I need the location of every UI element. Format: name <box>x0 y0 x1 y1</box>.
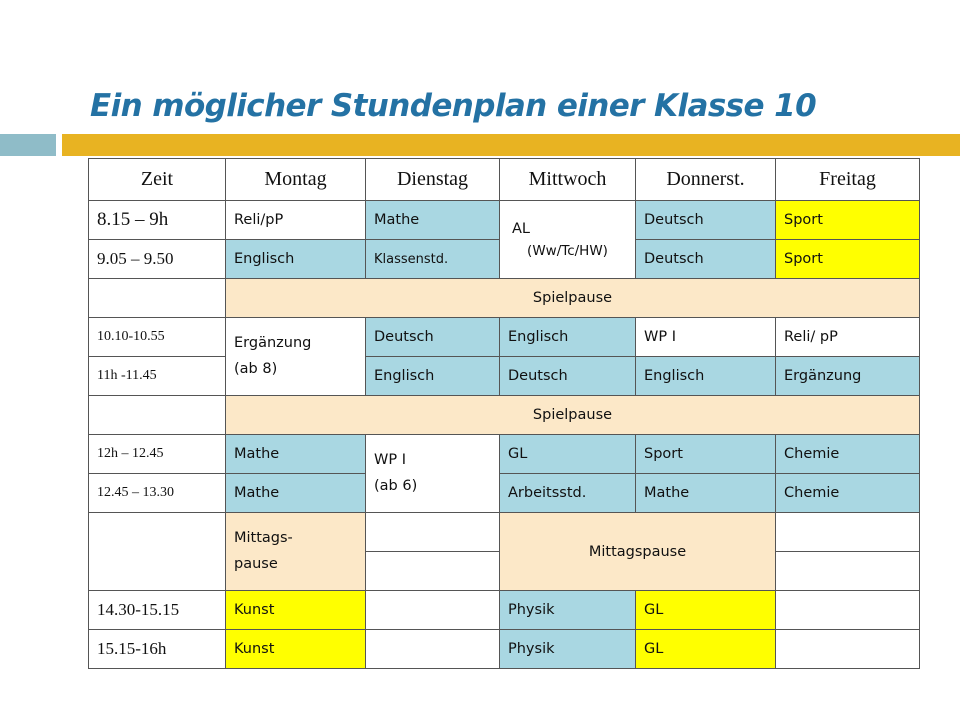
time-cell-empty <box>89 279 226 318</box>
cell-fr-1: Sport <box>776 201 920 240</box>
cell-di-wp-line1: WP I <box>374 452 406 469</box>
cell-do-1: Deutsch <box>636 201 776 240</box>
cell-mi-5: GL <box>500 435 636 474</box>
time-cell-empty <box>89 396 226 435</box>
table-row <box>89 630 920 669</box>
cell-mo-ergaenzung <box>226 318 366 396</box>
cell-mi-6: Arbeitsstd. <box>500 474 636 513</box>
header-donnerstag: Donnerst. <box>636 159 776 201</box>
cell-mi-al-line1: AL <box>512 220 530 237</box>
table-row <box>89 474 920 513</box>
time-cell: 12h – 12.45 <box>89 435 226 474</box>
cell-mi-al-line2: (Ww/Tc/HW) <box>527 242 608 259</box>
cell-mo-6: Mathe <box>226 474 366 513</box>
spielpause-2: Spielpause <box>226 396 920 435</box>
cell-di-3: Deutsch <box>366 318 500 357</box>
cell-fr-6: Chemie <box>776 474 920 513</box>
time-cell: 8.15 – 9h <box>89 201 226 240</box>
cell-do-5: Sport <box>636 435 776 474</box>
time-cell: 15.15-16h <box>89 630 226 669</box>
cell-fr-empty <box>776 630 920 669</box>
cell-do-6: Mathe <box>636 474 776 513</box>
table-row <box>89 318 920 357</box>
cell-mo-8: Kunst <box>226 630 366 669</box>
header-dienstag: Dienstag <box>366 159 500 201</box>
cell-do-2: Deutsch <box>636 240 776 279</box>
spielpause-1: Spielpause <box>226 279 920 318</box>
cell-di-empty <box>366 630 500 669</box>
cell-mo-1: Reli/pP <box>226 201 366 240</box>
cell-mi-8: Physik <box>500 630 636 669</box>
decorative-bar-gold <box>62 134 960 156</box>
cell-di-2: Klassenstd. <box>366 240 500 279</box>
time-cell: 9.05 – 9.50 <box>89 240 226 279</box>
cell-mi-3: Englisch <box>500 318 636 357</box>
cell-mo-mittags-line2: pause <box>234 555 278 572</box>
cell-mi-al <box>500 201 636 279</box>
cell-fr-5: Chemie <box>776 435 920 474</box>
time-cell: 10.10-10.55 <box>89 318 226 357</box>
cell-mo-mittags-line1: Mittags- <box>234 530 293 547</box>
slide-title: Ein möglicher Stundenplan einer Klasse 10 <box>90 88 817 124</box>
cell-di-empty <box>366 513 500 552</box>
cell-di-wp <box>366 435 500 513</box>
cell-mi-4: Deutsch <box>500 357 636 396</box>
header-row <box>89 159 920 201</box>
time-cell: 11h -11.45 <box>89 357 226 396</box>
header-mittwoch: Mittwoch <box>500 159 636 201</box>
table-row <box>89 591 920 630</box>
cell-mo-7: Kunst <box>226 591 366 630</box>
table-row <box>89 279 920 318</box>
header-zeit: Zeit <box>89 159 226 201</box>
cell-mo-mittagspause <box>226 513 366 591</box>
cell-di-wp-line2: (ab 6) <box>374 477 418 494</box>
schedule-table <box>88 158 920 669</box>
table-row <box>89 357 920 396</box>
table-row <box>89 513 920 552</box>
cell-fr-4: Ergänzung <box>776 357 920 396</box>
cell-fr-2: Sport <box>776 240 920 279</box>
cell-di-1: Mathe <box>366 201 500 240</box>
cell-mo-ergaenzung-line2: (ab 8) <box>234 360 278 377</box>
cell-di-4: Englisch <box>366 357 500 396</box>
time-cell-empty <box>89 513 226 591</box>
time-cell: 12.45 – 13.30 <box>89 474 226 513</box>
cell-do-8: GL <box>636 630 776 669</box>
cell-do-7: GL <box>636 591 776 630</box>
time-cell: 14.30-15.15 <box>89 591 226 630</box>
table-row <box>89 201 920 240</box>
cell-fr-empty <box>776 552 920 591</box>
cell-mo-ergaenzung-line1: Ergänzung <box>234 335 312 352</box>
header-freitag: Freitag <box>776 159 920 201</box>
cell-mo-5: Mathe <box>226 435 366 474</box>
cell-fr-empty <box>776 513 920 552</box>
cell-di-empty <box>366 552 500 591</box>
cell-fr-empty <box>776 591 920 630</box>
cell-do-3: WP I <box>636 318 776 357</box>
table-row <box>89 396 920 435</box>
cell-do-4: Englisch <box>636 357 776 396</box>
header-montag: Montag <box>226 159 366 201</box>
table-row <box>89 435 920 474</box>
cell-mittagspause: Mittagspause <box>500 513 776 591</box>
cell-mi-7: Physik <box>500 591 636 630</box>
cell-mo-2: Englisch <box>226 240 366 279</box>
cell-di-empty <box>366 591 500 630</box>
decorative-bar-blue <box>0 134 56 156</box>
cell-fr-3: Reli/ pP <box>776 318 920 357</box>
